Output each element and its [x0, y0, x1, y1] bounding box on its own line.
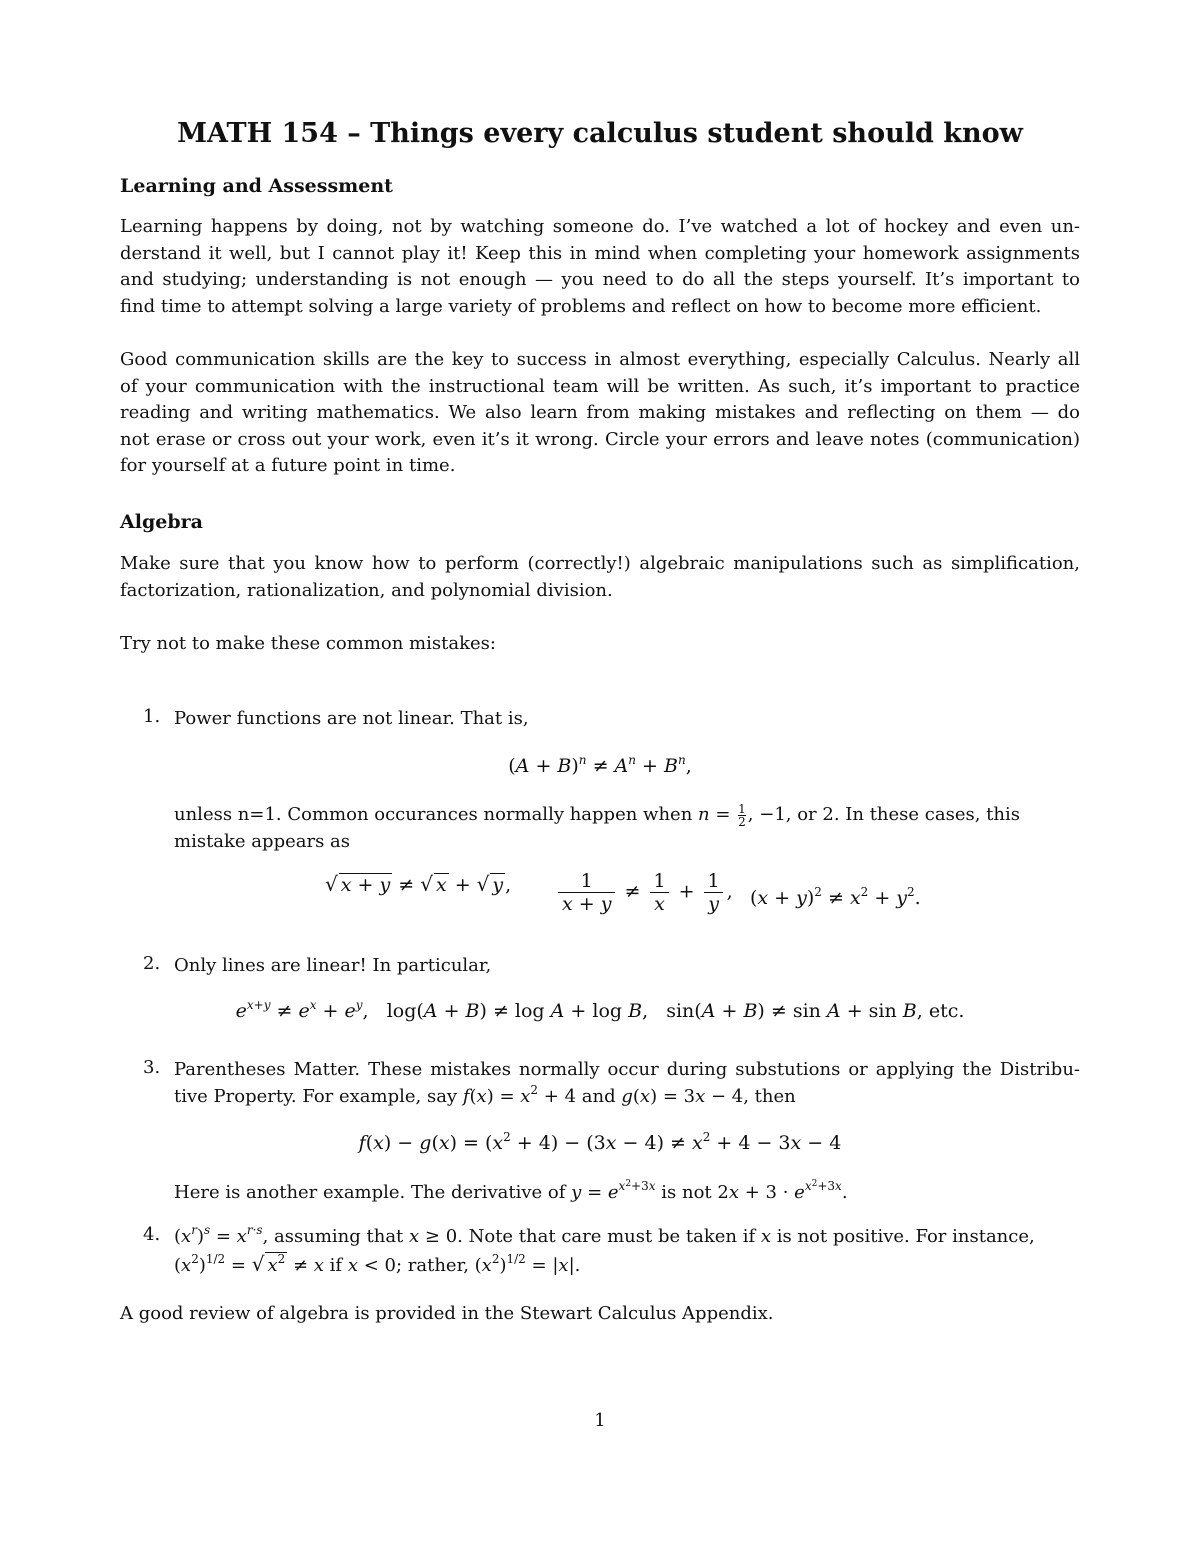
text-line: for yourself at a future point in time. — [120, 455, 456, 476]
text-line: not erase or cross out your work, even it’s it wrong. Circle your errors and leave notes (communication) — [120, 428, 1080, 450]
section-heading-algebra: Algebra — [120, 511, 203, 533]
text-line: Try not to make these common mistakes: — [120, 633, 496, 654]
text-segment: then — [754, 1085, 796, 1107]
paragraph-learning-1 — [120, 214, 1080, 320]
text-line: reading and writing mathematics. We also learn from making mistakes and reflecting on them — do — [120, 402, 1080, 423]
text-line: and studying; understanding is not enough — you need to do all the steps yourself. It’s important to — [120, 269, 1080, 290]
page-title: MATH 154 – Things every calculus student should know — [177, 118, 1023, 149]
text-segment: tive Property. For example, say — [174, 1085, 458, 1107]
equation-sqrt: √ x + y ≠ √ x + √ y , — [325, 872, 512, 896]
text-segment: assuming that — [274, 1226, 404, 1247]
text-segment: and — [581, 1085, 616, 1107]
item-1-intro: Power functions are not linear. That is, — [174, 708, 529, 729]
paragraph-learning-2 — [120, 347, 1080, 480]
equation-power-not-linear: $(A + B)^n \ne A^n + B^n$, — [508, 753, 692, 777]
text-segment: if — [329, 1254, 343, 1276]
text-segment: unless n=1. Common occurances normally happen when — [174, 804, 693, 825]
section-heading-learning: Learning and Assessment — [120, 175, 393, 197]
fraction-one-half: $\frac{1}{2}$ — [738, 801, 746, 829]
text-line: derstand it well, but I cannot play it! Keep this in mind when completing your homework assignments — [120, 242, 1080, 264]
paragraph-algebra-1 — [120, 551, 1080, 604]
text-line: Parentheses Matter. These mistakes normally occur during substutions or applying the Distribu- — [174, 1059, 1080, 1080]
item-4-text: $(x^r)^s = x^{r\cdot s}$, assuming that x ≥ 0. Note that care must be taken if x is not positive. For instance, $(x^2)^{1/2}$ = √ $x^2 \ne x$ if x < 0; rather, $(x^2)^{1/2} = |x|$. — [174, 1224, 1080, 1279]
item-number: 2. — [143, 953, 161, 974]
page-number: 1 — [594, 1410, 606, 1431]
text-line: Good communication skills are the key to success in almost everything, especially Calculus. Nearly all — [120, 349, 1080, 370]
closing-paragraph: A good review of algebra is provided in the Stewart Calculus Appendix. — [120, 1303, 774, 1324]
text-line: find time to attempt solving a large variety of problems and reflect on how to become more efficient. — [120, 295, 1042, 317]
text-segment: rather, — [407, 1254, 469, 1276]
item-number: 3. — [143, 1057, 161, 1078]
text-line: of your communication with the instructional team will be written. As such, it’s important to practice — [120, 375, 1080, 397]
equation-only-lines-linear: $e^{x+y} \ne e^x + e^y$, log(A + B) ≠ log A + log B, sin(A + B) ≠ sin A + sin B, etc. — [235, 998, 965, 1022]
text-line: factorization, rationalization, and polynomial division. — [120, 579, 613, 601]
text-segment: or 2. In these cases, this — [797, 804, 1020, 825]
etc-label: etc. — [928, 1000, 965, 1022]
text-segment: Here is another example. The derivative of — [174, 1182, 566, 1203]
text-line: mistake appears as — [174, 830, 351, 852]
equation-square: $(x + y)^2 \ne x^2 + y^2$. — [750, 885, 921, 909]
paragraph-algebra-2 — [120, 631, 1080, 658]
item-number: 1. — [143, 706, 161, 727]
item-1-text: unless n=1. Common occurances normally happen when n = $\frac{1}{2}$ , −1, or 2. In these cases, this mistake appears as — [174, 802, 1080, 855]
text-line: Make sure that you know how to perform (correctly!) algebraic manipulations such as simplification, — [120, 553, 1080, 574]
text-line: Learning happens by doing, not by watching someone do. I’ve watched a lot of hockey and even un- — [120, 216, 1080, 237]
item-3-text: Parentheses Matter. These mistakes normally occur during substutions or applying the Distribu- tive Property. For example, say $f(x) = x^2 + 4$ and g(x) = 3x − 4, then — [174, 1059, 1080, 1107]
item-2-intro: Only lines are linear! In particular, — [174, 955, 492, 976]
text-segment: Note that care must be taken if — [468, 1226, 756, 1247]
equation-parentheses: $f(x) - g(x) = (x^2 + 4) - (3x - 4) \ne x^2 + 4 - 3x - 4$ — [358, 1130, 842, 1154]
text-segment: is not positive. For instance, — [776, 1226, 1035, 1247]
item-number: 4. — [143, 1224, 161, 1245]
item-3-another-example: Here is another example. The derivative of $y = e^{x^2+3x}$ is not $2x + 3 \cdot e^{x^2+3x}$. — [174, 1179, 848, 1203]
text-segment: is not — [661, 1182, 712, 1203]
equation-reciprocal: $\frac{1}{x + y}$ ≠ $\frac{1}{x}$ + $\frac{1}{y}$ , — [555, 870, 733, 915]
